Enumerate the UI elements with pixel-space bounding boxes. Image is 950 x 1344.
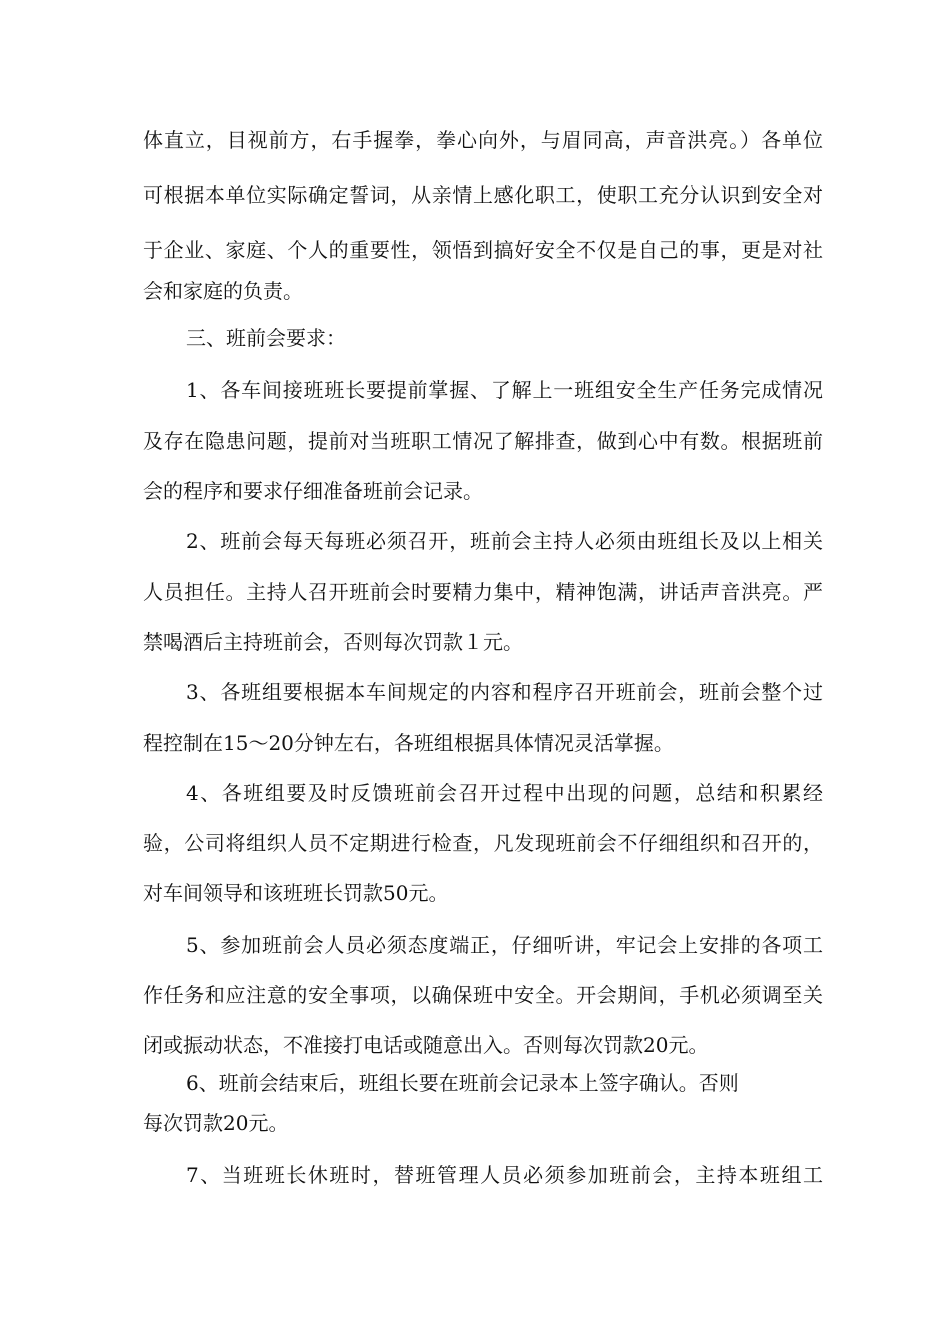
body-text-line: 会的程序和要求仔细准备班前会记录。 (143, 479, 483, 503)
body-text-line: 人员担任。主持人召开班前会时要精力集中，精神饱满，讲话声音洪亮。严 (143, 580, 823, 604)
body-text-line: 验，公司将组织人员不定期进行检查，凡发现班前会不仔细组织和召开的， (143, 831, 823, 855)
body-text-line: 于企业、家庭、个人的重要性，领悟到搞好安全不仅是自己的事，更是对社 (143, 238, 823, 262)
body-text-line: 禁喝酒后主持班前会，否则每次罚款１元。 (143, 630, 523, 654)
body-text-line: 闭或振动状态，不准接打电话或随意出入。否则每次罚款20元。 (143, 1033, 709, 1057)
body-text-line: 7、当班班长休班时，替班管理人员必须参加班前会，主持本班组工 (186, 1163, 823, 1187)
section-heading: 三、班前会要求： (186, 326, 346, 350)
body-text-line: 对车间领导和该班班长罚款50元。 (143, 881, 449, 905)
body-text-line: 体直立，目视前方，右手握拳，拳心向外，与眉同高，声音洪亮。）各单位 (143, 128, 823, 152)
body-text-line: 3、各班组要根据本车间规定的内容和程序召开班前会，班前会整个过 (186, 680, 823, 704)
body-text-line: 作任务和应注意的安全事项，以确保班中安全。开会期间，手机必须调至关 (143, 983, 823, 1007)
body-text-line: 1、各车间接班班长要提前掌握、了解上一班组安全生产任务完成情况 (186, 378, 823, 402)
body-text-line: 2、班前会每天每班必须召开，班前会主持人必须由班组长及以上相关 (186, 529, 823, 553)
body-text-line: 会和家庭的负责。 (143, 279, 303, 303)
body-text-line: 及存在隐患问题，提前对当班职工情况了解排查，做到心中有数。根据班前 (143, 429, 823, 453)
body-text-line: 每次罚款20元。 (143, 1111, 289, 1135)
body-text-line: 6、班前会结束后，班组长要在班前会记录本上签字确认。否则 (186, 1071, 739, 1095)
body-text-line: 4、各班组要及时反馈班前会召开过程中出现的问题，总结和积累经 (186, 781, 823, 805)
body-text-line: 可根据本单位实际确定誓词，从亲情上感化职工，使职工充分认识到安全对 (143, 183, 823, 207)
body-text-line: 程控制在15〜20分钟左右，各班组根据具体情况灵活掌握。 (143, 731, 674, 755)
body-text-line: 5、参加班前会人员必须态度端正，仔细听讲，牢记会上安排的各项工 (186, 933, 823, 957)
